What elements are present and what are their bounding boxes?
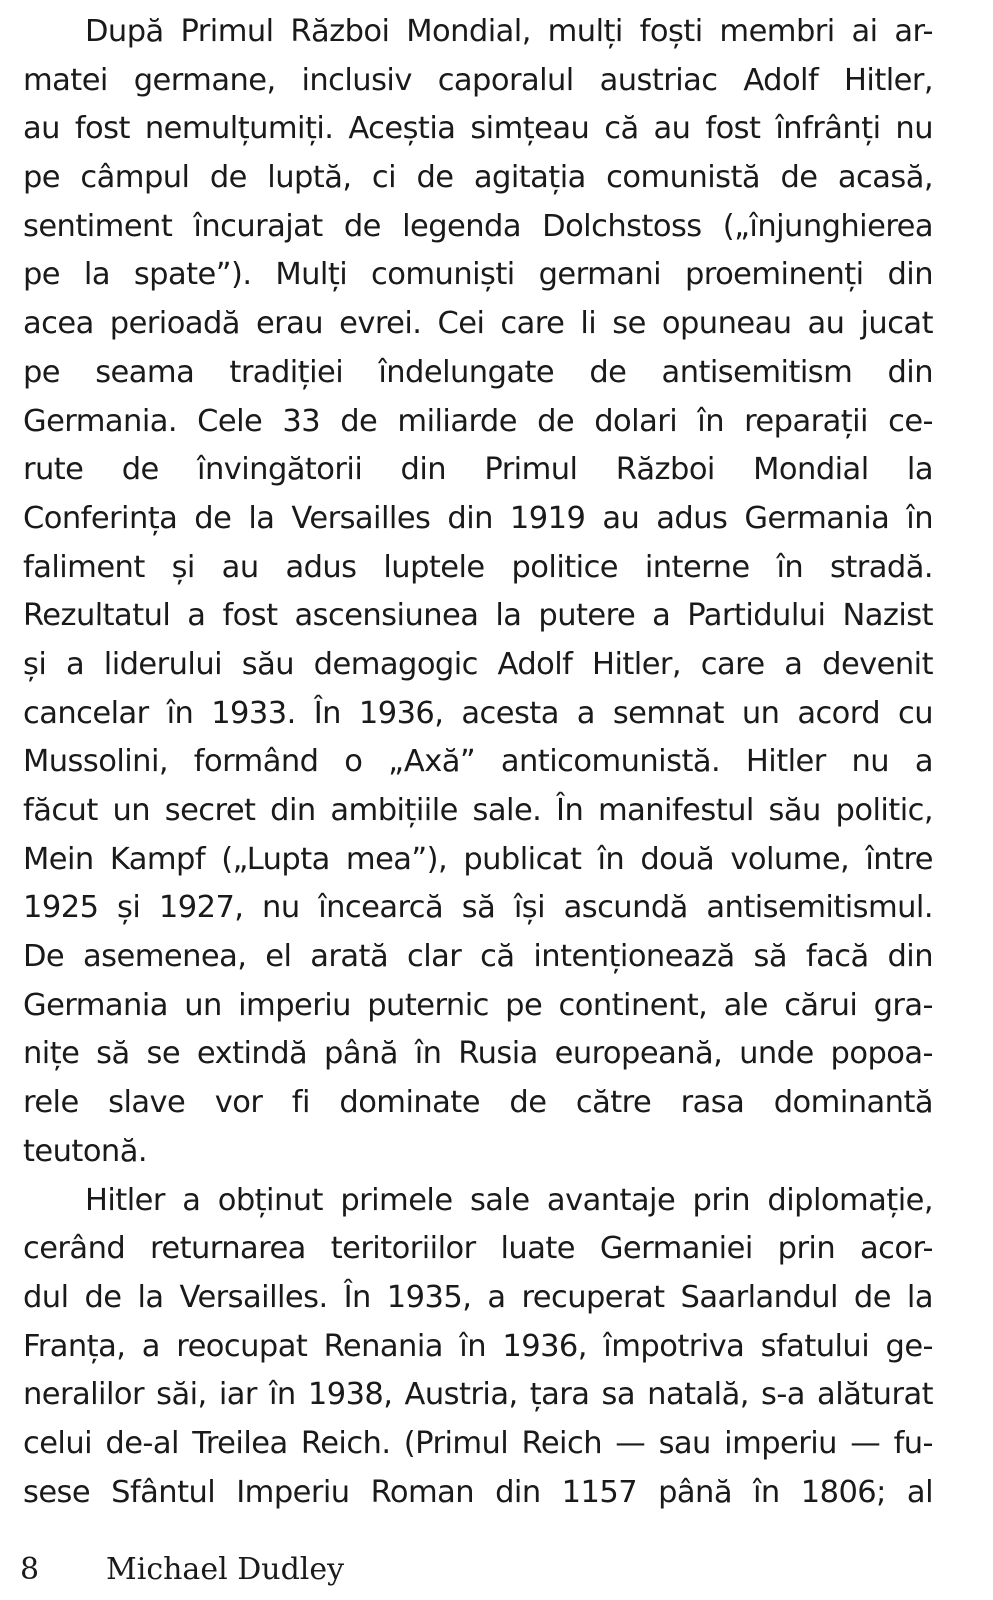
text-line: rele slave vor fi dominate de către rasa dominantă [23, 1085, 933, 1121]
paragraph-2 [23, 1177, 933, 1518]
text-line: 1925 și 1927, nu încearcă să își ascundă antisemitismul. [23, 890, 933, 926]
text-line: De asemenea, el arată clar că intenționează să facă din [23, 939, 933, 975]
text-line: și a liderului său demagogic Adolf Hitler, care a devenit [23, 646, 933, 682]
text-line: Germania. Cele 33 de miliarde de dolari în reparații ce- [23, 403, 933, 439]
text-line: Mein Kampf („Lupta mea”), publicat în două volume, între [23, 841, 933, 877]
text-line: neralilor săi, iar în 1938, Austria, țara sa natală, s-a alăturat [23, 1377, 933, 1413]
text-line: făcut un secret din ambițiile sale. În manifestul său politic, [23, 793, 933, 828]
text-line: acea perioadă erau evrei. Cei care li se opuneau au jucat [23, 306, 933, 342]
text-line: pe seama tradiției îndelungate de antisemitism din [23, 354, 933, 390]
running-footer-author: Michael Dudley [106, 1552, 345, 1587]
text-line: pe câmpul de luptă, ci de agitația comunistă de acasă, [23, 160, 933, 196]
text-line: dul de la Versailles. În 1935, a recuperat Saarlandul de la [23, 1279, 933, 1315]
text-line: celui de-al Treilea Reich. (Primul Reich — sau imperiu — fu- [23, 1425, 933, 1461]
text-line: matei germane, inclusiv caporalul austriac Adolf Hitler, [23, 62, 933, 98]
text-line: cerând returnarea teritoriilor luate Germaniei prin acor- [23, 1231, 933, 1267]
text-line: Rezultatul a fost ascensiunea la putere a Partidului Nazist [23, 598, 933, 634]
text-line: faliment și au adus luptele politice interne în stradă. [23, 549, 933, 585]
page-body [23, 8, 933, 1517]
text-line: Hitler a obținut primele sale avantaje prin diplomație, [85, 1182, 933, 1218]
page-number: 8 [20, 1552, 40, 1587]
text-line: Mussolini, formând o „Axă” anticomunistă. Hitler nu a [23, 744, 933, 780]
text-line: nițe să se extindă până în Rusia europeană, unde popoa- [23, 1036, 933, 1072]
text-line: sentiment încurajat de legenda Dolchstoss („înjunghierea [23, 208, 933, 244]
text-line: sese Sfântul Imperiu Roman din 1157 până în 1806; al [23, 1474, 933, 1510]
text-line: rute de învingătorii din Primul Război Mondial la [23, 452, 933, 488]
paragraph-1 [23, 8, 933, 1177]
text-line: Franța, a reocupat Renania în 1936, împotriva sfatului ge- [23, 1328, 933, 1364]
text-line: După Primul Război Mondial, mulți foști membri ai ar- [85, 14, 933, 49]
text-line: teutonă. [23, 1133, 147, 1169]
text-line: pe la spate”). Mulți comuniști germani proeminenți din [23, 257, 933, 293]
text-line: cancelar în 1933. În 1936, acesta a semnat un acord cu [23, 695, 933, 731]
text-line: Conferința de la Versailles din 1919 au adus Germania în [23, 500, 933, 536]
text-line: Germania un imperiu puternic pe continent, ale cărui gra- [23, 987, 933, 1023]
page-footer [20, 1552, 344, 1588]
text-line: au fost nemulțumiți. Aceștia simțeau că au fost înfrânți nu [23, 111, 933, 147]
